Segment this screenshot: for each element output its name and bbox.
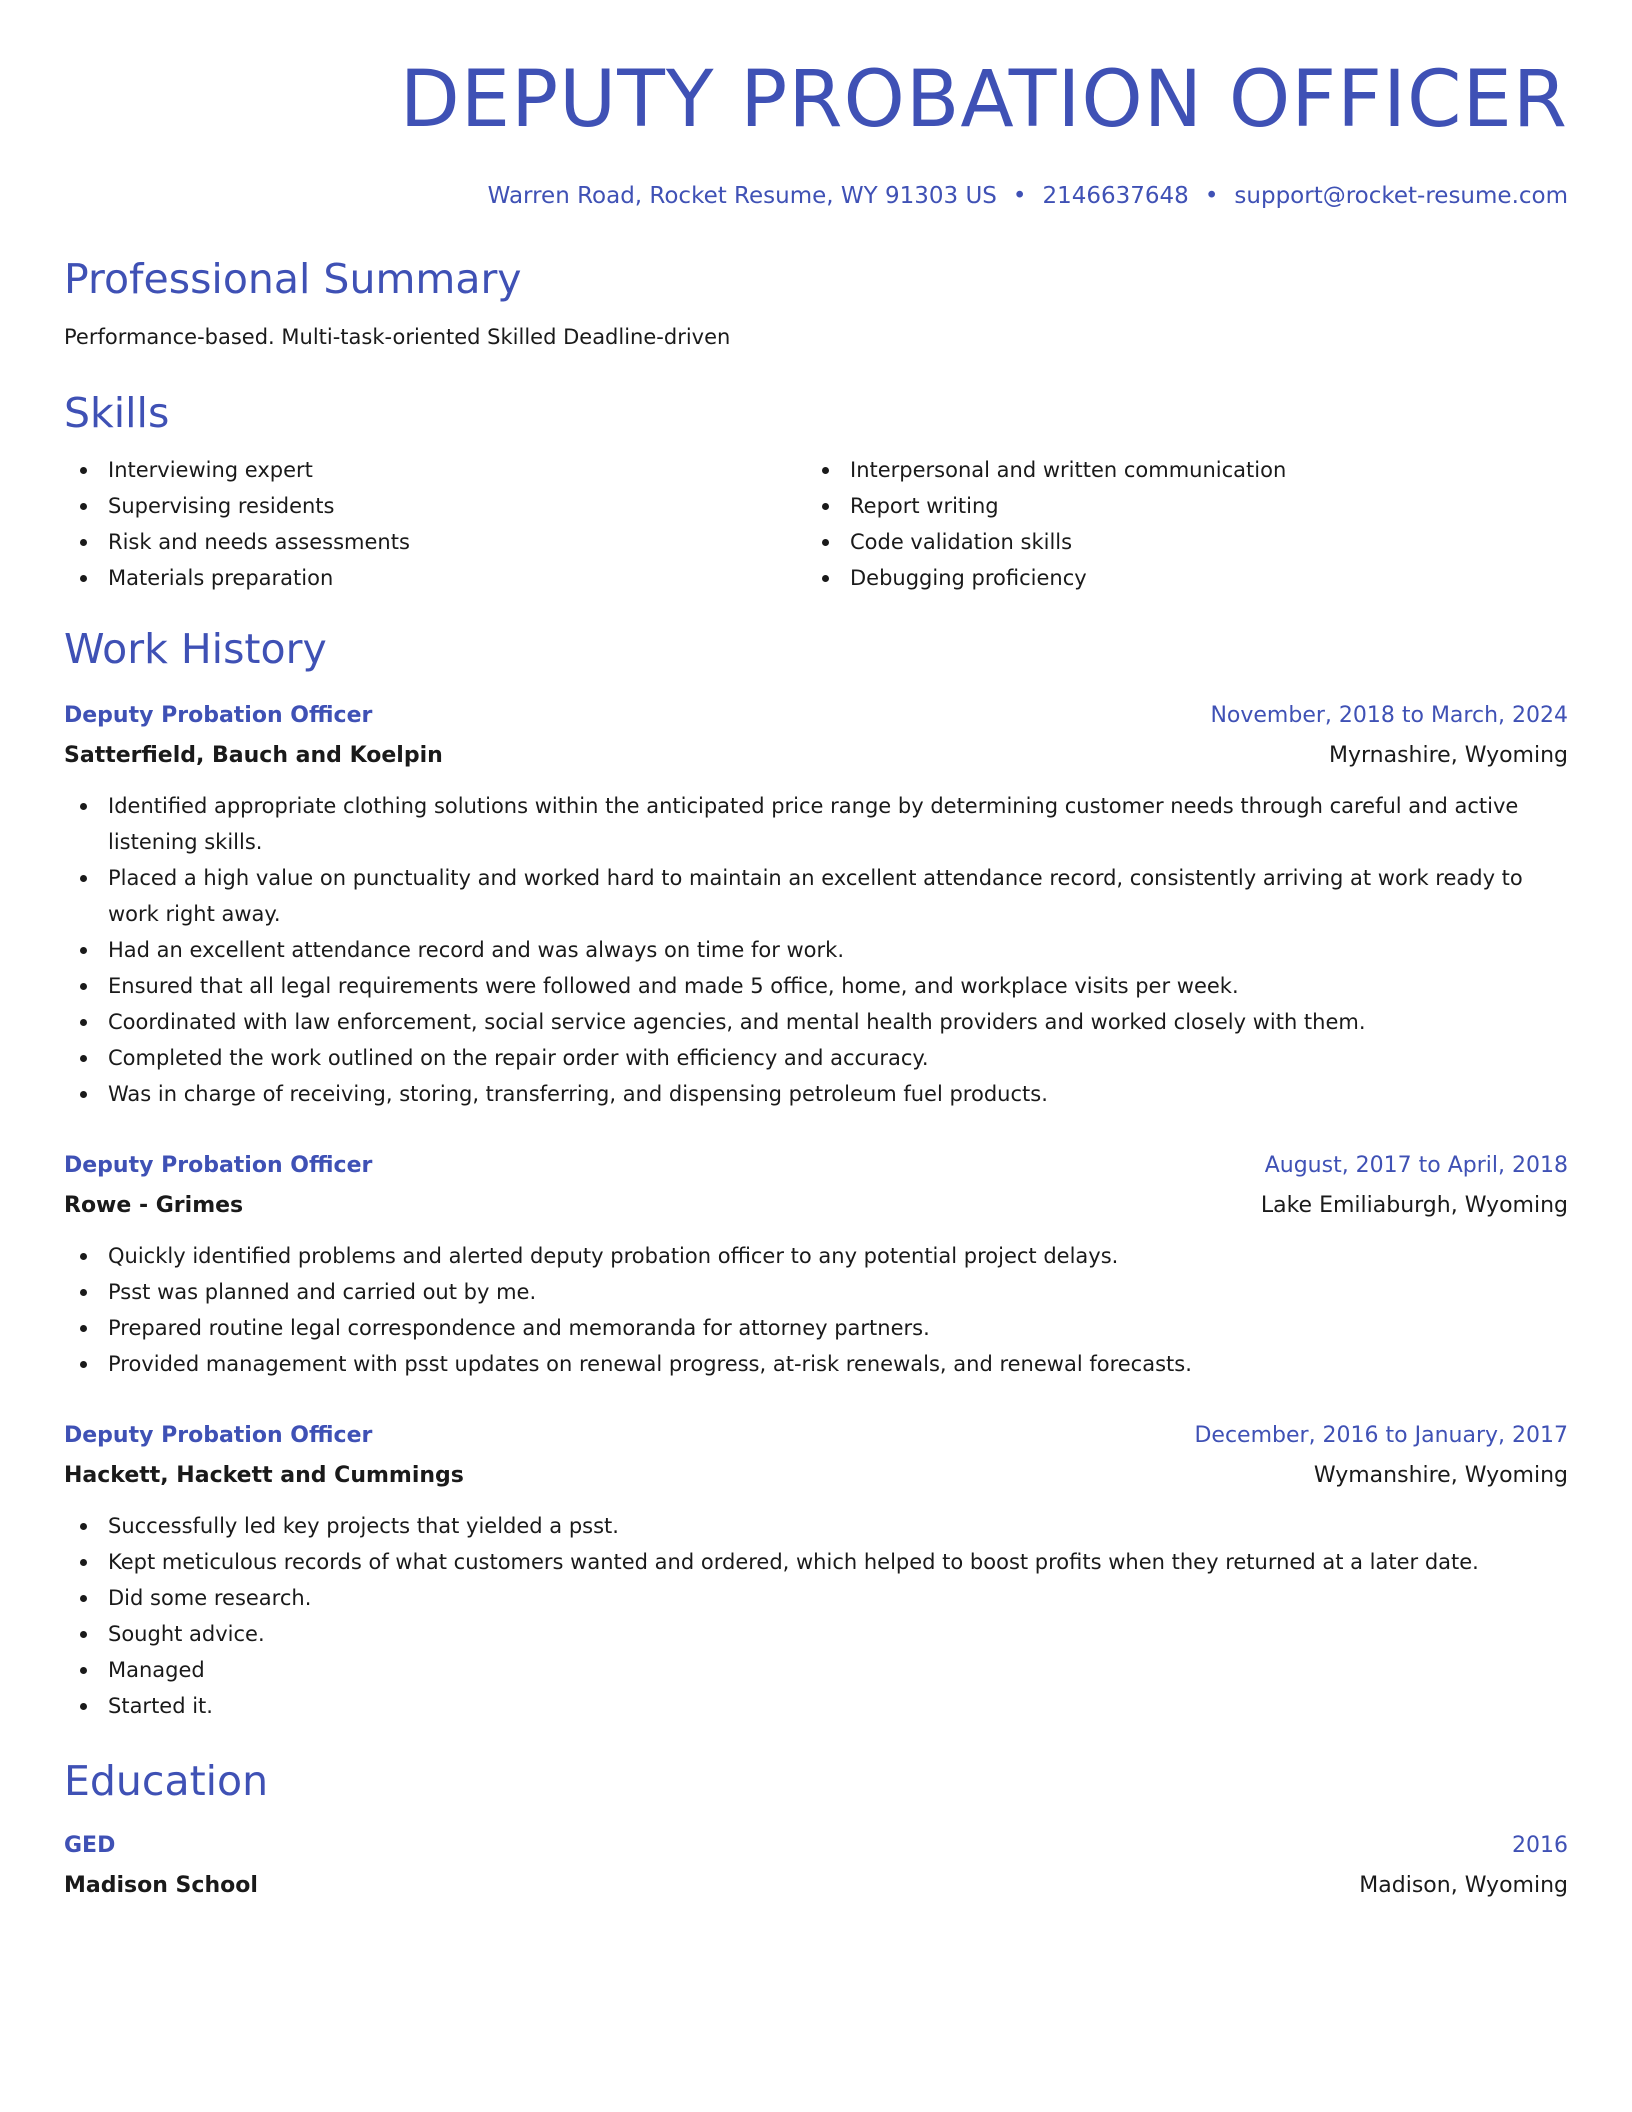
job-entry — [64, 1416, 1568, 1724]
contact-separator: • — [1204, 183, 1219, 209]
contact-separator: • — [1012, 183, 1027, 209]
job-location: Lake Emiliaburgh, Wyoming — [1260, 1193, 1568, 1218]
job-entry — [64, 696, 1568, 1112]
contact-line — [64, 182, 1568, 210]
contact-address: Warren Road, Rocket Resume, WY 91303 US — [487, 183, 997, 209]
job-company-row — [64, 1456, 1568, 1496]
resume-title: DEPUTY PROBATION OFFICER — [399, 55, 1568, 145]
job-bullet: Had an excellent attendance record and was always on time for work. — [64, 932, 1568, 968]
job-title: Deputy Probation Officer — [64, 703, 373, 728]
resume-page — [64, 0, 1568, 1906]
job-dates: December, 2016 to January, 2017 — [1194, 1423, 1568, 1448]
job-company: Rowe - Grimes — [64, 1193, 244, 1218]
job-bullet: Coordinated with law enforcement, social service agencies, and mental health providers and worked closely with them. — [64, 1004, 1568, 1040]
job-header-row — [64, 696, 1568, 736]
education-degree: GED — [64, 1833, 116, 1858]
education-school: Madison School — [64, 1873, 258, 1898]
education-header-row — [64, 1826, 1568, 1866]
job-bullet: Prepared routine legal correspondence and memoranda for attorney partners. — [64, 1310, 1568, 1346]
contact-email: support@rocket-resume.com — [1234, 183, 1568, 209]
job-bullets — [64, 788, 1568, 1112]
job-company: Satterfield, Bauch and Koelpin — [64, 743, 443, 768]
contact-phone: 2146637648 — [1042, 183, 1189, 209]
job-dates: November, 2018 to March, 2024 — [1210, 703, 1568, 728]
job-dates: August, 2017 to April, 2018 — [1264, 1153, 1568, 1178]
job-company-row — [64, 1186, 1568, 1226]
job-company: Hackett, Hackett and Cummings — [64, 1463, 464, 1488]
job-bullet: Placed a high value on punctuality and worked hard to maintain an excellent attendance record, consistently arriving at work ready to work right away. — [64, 860, 1568, 932]
education-school-row — [64, 1866, 1568, 1906]
job-bullet: Provided management with psst updates on renewal progress, at-risk renewals, and renewal forecasts. — [64, 1346, 1568, 1382]
summary-heading: Professional Summary — [64, 255, 522, 303]
skill-item: Debugging proficiency — [806, 560, 1548, 596]
job-bullet: Was in charge of receiving, storing, transferring, and dispensing petroleum fuel products. — [64, 1076, 1568, 1112]
skill-item: Materials preparation — [64, 560, 806, 596]
job-header-row — [64, 1416, 1568, 1456]
work-history-heading: Work History — [64, 625, 327, 673]
job-entry — [64, 1146, 1568, 1382]
job-bullet: Started it. — [64, 1688, 1568, 1724]
education-entry — [64, 1826, 1568, 1906]
job-bullet: Kept meticulous records of what customers wanted and ordered, which helped to boost profits when they returned at a later date. — [64, 1544, 1568, 1580]
skills-column-right — [806, 452, 1548, 596]
education-heading: Education — [64, 1757, 269, 1805]
job-bullet: Successfully led key projects that yielded a psst. — [64, 1508, 1568, 1544]
job-title: Deputy Probation Officer — [64, 1423, 373, 1448]
job-company-row — [64, 736, 1568, 776]
job-bullet: Ensured that all legal requirements were followed and made 5 office, home, and workplace visits per week. — [64, 968, 1568, 1004]
job-bullet: Quickly identified problems and alerted deputy probation officer to any potential project delays. — [64, 1238, 1568, 1274]
skill-item: Report writing — [806, 488, 1548, 524]
skill-item: Interviewing expert — [64, 452, 806, 488]
skill-item: Supervising residents — [64, 488, 806, 524]
job-bullet: Managed — [64, 1652, 1568, 1688]
job-header-row — [64, 1146, 1568, 1186]
education-year: 2016 — [1512, 1833, 1568, 1858]
skill-item: Code validation skills — [806, 524, 1548, 560]
job-bullet: Did some research. — [64, 1580, 1568, 1616]
job-title: Deputy Probation Officer — [64, 1153, 373, 1178]
job-location: Wymanshire, Wyoming — [1313, 1463, 1568, 1488]
job-bullets — [64, 1238, 1568, 1382]
job-bullet: Psst was planned and carried out by me. — [64, 1274, 1568, 1310]
skills-column-left — [64, 452, 806, 596]
job-location: Myrnashire, Wyoming — [1329, 743, 1568, 768]
skill-item: Risk and needs assessments — [64, 524, 806, 560]
job-bullets — [64, 1508, 1568, 1724]
skill-item: Interpersonal and written communication — [806, 452, 1548, 488]
skills-list — [64, 452, 1568, 596]
education-location: Madison, Wyoming — [1359, 1873, 1568, 1898]
job-bullet: Sought advice. — [64, 1616, 1568, 1652]
summary-text: Performance-based. Multi-task-oriented Skilled Deadline-driven — [64, 325, 731, 349]
job-bullet: Identified appropriate clothing solutions within the anticipated price range by determining customer needs through careful and active listening skills. — [64, 788, 1568, 860]
job-bullet: Completed the work outlined on the repair order with efficiency and accuracy. — [64, 1040, 1568, 1076]
skills-heading: Skills — [64, 389, 170, 437]
